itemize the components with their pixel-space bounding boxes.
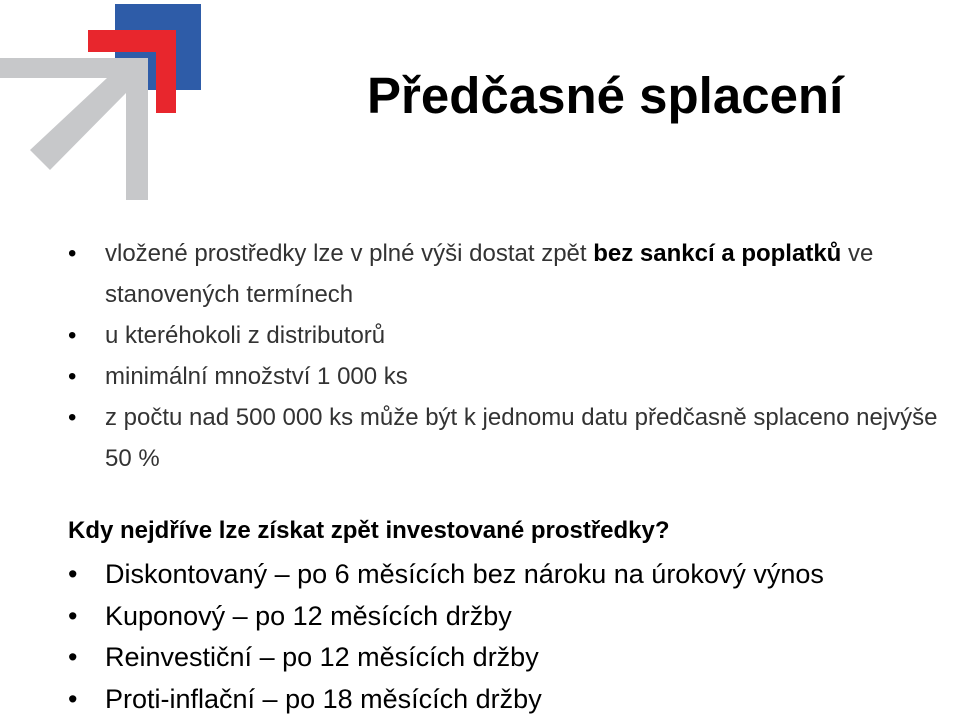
bullet-dot: •	[68, 554, 77, 596]
list-item-text: Diskontovaný – po 6 měsících bez nároku na úrokový výnos	[105, 559, 824, 589]
list-item	[68, 356, 957, 397]
list-item-text: vložené prostředky lze v plné výši dostat zpět	[105, 240, 593, 267]
bullet-dot: •	[68, 315, 76, 356]
question-heading: Kdy nejdříve lze získat zpět investované prostředky?	[68, 517, 670, 545]
list-item	[68, 596, 824, 638]
list-item	[68, 554, 824, 596]
bullet-dot: •	[68, 679, 77, 720]
list-item	[68, 233, 957, 315]
bullet-dot: •	[68, 356, 76, 397]
list-item	[68, 679, 824, 720]
bullet-dot: •	[68, 233, 76, 274]
list-item-text: Proti-inflační – po 18 měsících držby	[105, 684, 542, 714]
list-item	[68, 637, 824, 679]
list-item-text: Kuponový – po 12 měsících držby	[105, 601, 512, 631]
conditions-list	[68, 233, 957, 479]
bullet-dot: •	[68, 596, 77, 638]
page-title: Předčasné splacení	[367, 66, 843, 125]
logo-arrow-graphic	[0, 0, 210, 210]
list-item-text: ve stanovených termínech	[105, 240, 873, 308]
list-item-text: Reinvestiční – po 12 měsících držby	[105, 642, 539, 672]
list-item	[68, 397, 957, 479]
list-item-text: u kteréhokoli z distributorů	[105, 322, 385, 349]
bond-types-list	[68, 554, 824, 720]
bullet-dot: •	[68, 397, 76, 438]
list-item-bold-text: bez sankcí a poplatků	[593, 240, 841, 267]
list-item	[68, 315, 957, 356]
list-item-text: minimální množství 1 000 ks	[105, 363, 408, 390]
logo-gray-shape	[0, 58, 148, 200]
bullet-dot: •	[68, 637, 77, 679]
list-item-text: z počtu nad 500 000 ks může být k jednomu datu předčasně splaceno nejvýše 50 %	[105, 404, 938, 472]
